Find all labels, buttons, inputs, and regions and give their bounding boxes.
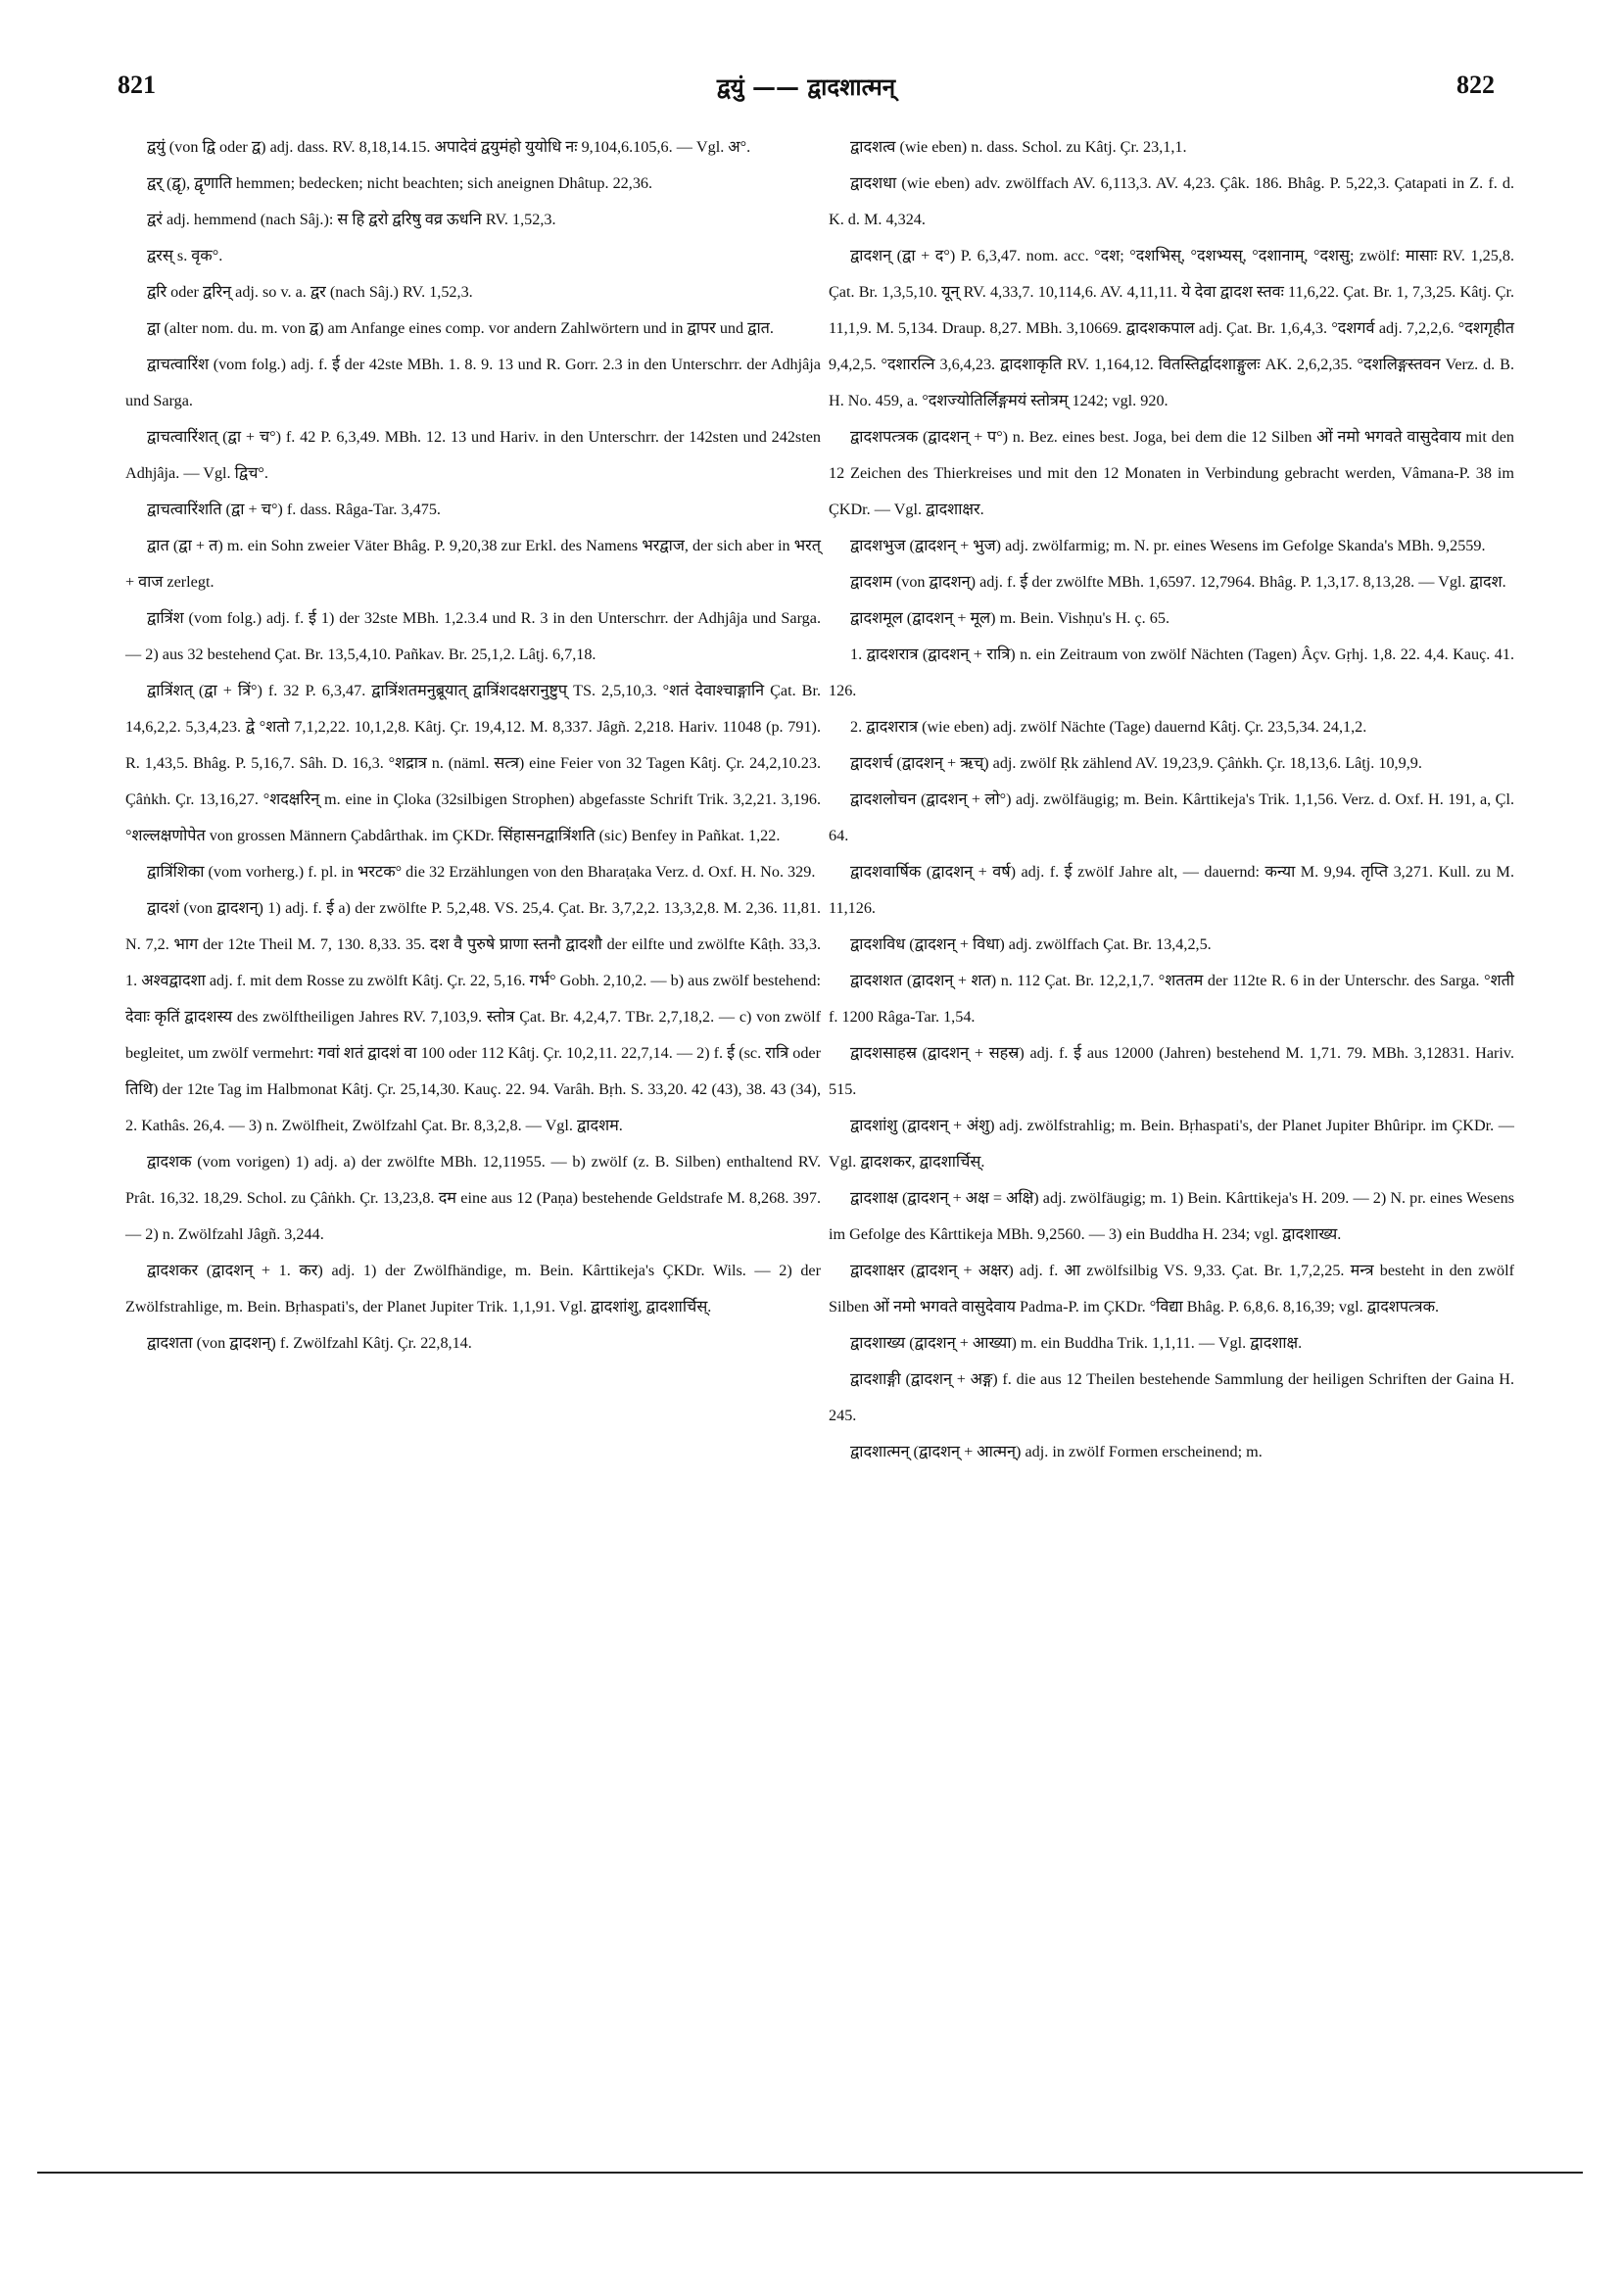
dictionary-entry: 2. द्वादशरात्र (wie eben) adj. zwölf Nächte (Tage) dauernd Kâtj. Çr. 23,5,34. 24,1,2. [850, 718, 1367, 736]
dictionary-entry: द्वादशर्च (द्वादशन् + ऋच्) adj. zwölf Ṛk zählend AV. 19,23,9. Çâṅkh. Çr. 18,13,6. Lâṭj. 10,9,9. [850, 754, 1422, 772]
dictionary-entry: द्वादशभुज (द्वादशन् + भुज) adj. zwölfarmig; m. N. pr. eines Wesens im Gefolge Skanda's MBh. 9,2559. [850, 537, 1486, 554]
dictionary-entry: द्वर् (द्वृ), द्वृणाति hemmen; bedecken; nicht beachten; sich aneignen Dhâtup. 22,36. [147, 174, 653, 192]
dictionary-entry: द्वादशमूल (द्वादशन् + मूल) m. Bein. Vishṇu's H. ç. 65. [850, 609, 1170, 627]
dictionary-entry: द्वात्रिंशिका (vom vorherg.) f. pl. in भरटक° die 32 Erzählungen von den Bharaṭaka Verz. d. Oxf. H. No. 329. [147, 863, 816, 881]
dictionary-entry: द्वाचत्वारिंश (vom folg.) adj. f. ई der 42ste MBh. 1. 8. 9. 13 und R. Gorr. 2.3 in den Unterschrr. der Adhjâja und Sarga. [125, 356, 821, 409]
dictionary-entry: द्वरि oder द्वरिन् adj. so v. a. द्वर (nach Sâj.) RV. 1,52,3. [147, 283, 473, 301]
dictionary-entry: द्वाचत्वारिंशति (द्वा + च°) f. dass. Râga-Tar. 3,475. [147, 501, 441, 518]
page-header [118, 71, 1495, 110]
dictionary-entry: द्वादशाक्ष (द्वादशन् + अक्ष = अक्षि) adj. zwölfäugig; m. 1) Bein. Kârttikeja's H. 209. — 2) N. pr. eines Wesens im Gefolge des Kârttikeja MBh. 9,2560. — 3) ein Buddha H. 234; vgl. द्वादशाख्य. [829, 1189, 1514, 1243]
dictionary-entry: द्वयुं (von द्वि oder द्व) adj. dass. RV. 8,18,14.15. अपादेवं द्वयुमंहो युयोधि नः 9,104,6.105,6. — Vgl. अ°. [147, 138, 751, 156]
page-number-right: 822 [1456, 71, 1495, 99]
running-title: द्वयुं —— द्वादशात्मन् [716, 72, 896, 101]
dictionary-entry: द्वरं adj. hemmend (nach Sâj.): स हि द्वरो द्वरिषु वव्र ऊधनि RV. 1,52,3. [147, 211, 556, 228]
dictionary-entry: द्वादशाख्य (द्वादशन् + आख्या) m. ein Buddha Trik. 1,1,11. — Vgl. द्वादशाक्ष. [850, 1334, 1303, 1352]
dictionary-entry: द्वादशता (von द्वादशन्) f. Zwölfzahl Kâtj. Çr. 22,8,14. [147, 1334, 472, 1352]
dictionary-entry: द्वादशवार्षिक (द्वादशन् + वर्ष) adj. f. ई zwölf Jahre alt, — dauernd: कन्या M. 9,94. तृप्ति 3,271. Kull. zu M. 11,126. [829, 863, 1514, 917]
dictionary-entry: द्वात (द्वा + त) m. ein Sohn zweier Väter Bhâg. P. 9,20,38 zur Erkl. des Namens भरद्वाज, der sich aber in भरत् + वाज zerlegt. [125, 537, 821, 591]
dictionary-entry: द्वादशाक्षर (द्वादशन् + अक्षर) adj. f. आ zwölfsilbig VS. 9,33. Çat. Br. 1,7,2,25. मन्त्र besteht in den zwölf Silben ओं नमो भगवते वासुदेवाय Padma-P. im ÇKDr. °विद्या Bhâg. P. 6,8,6. 8,16,39; vgl. द्वादशपत्त्रक. [829, 1262, 1514, 1315]
dictionary-entry: द्वादशं (von द्वादशन्) 1) adj. f. ई a) der zwölfte P. 5,2,48. VS. 25,4. Çat. Br. 3,7,2,2. 13,3,2,8. M. 2,36. 11,81. N. 7,2. भाग der 12te Theil M. 7, 130. 8,33. 35. दश वै पुरुषे प्राणा स्तनौ द्वादशौ der eilfte und zwölfte Kâṭh. 33,3. 1. अश्वद्वादशा adj. f. mit dem Rosse zu zwölft Kâtj. Çr. 22, 5,16. गर्भ° Gobh. 2,10,2. — b) aus zwölf bestehend: देवाः कृतिं द्वादशस्य des zwölftheiligen Jahres RV. 7,103,9. स्तोत्र Çat. Br. 4,2,4,7. TBr. 2,7,18,2. — c) von zwölf begleitet, um zwölf vermehrt: गवां शतं द्वादशं वा 100 oder 112 Kâtj. Çr. 10,2,11. 22,7,14. — 2) f. ई (sc. रात्रि oder तिथि) der 12te Tag im Halbmonat Kâtj. Çr. 25,14,30. Kauç. 22. 94. Varâh. Bṛh. S. 33,20. 42 (43), 38. 43 (34), 2. Kathâs. 26,4. — 3) n. Zwölfheit, Zwölfzahl Çat. Br. 8,3,2,8. — Vgl. द्वादशम. [125, 899, 821, 1134]
dictionary-entry: द्वादशलोचन (द्वादशन् + लो°) adj. zwölfäugig; m. Bein. Kârttikeja's Trik. 1,1,56. Verz. d. Oxf. H. 191, a, Çl. 64. [829, 790, 1514, 844]
dictionary-entry: द्वादशक (vom vorigen) 1) adj. a) der zwölfte MBh. 12,11955. — b) zwölf (z. B. Silben) enthaltend RV. Prât. 16,32. 18,29. Schol. zu Çâṅkh. Çr. 13,23,8. दम eine aus 12 (Paṇa) bestehende Geldstrafe M. 8,268. 397. — 2) n. Zwölfzahl Jâgñ. 3,244. [125, 1153, 821, 1243]
dictionary-entry: द्वादशविध (द्वादशन् + विधा) adj. zwölffach Çat. Br. 13,4,2,5. [850, 935, 1212, 953]
dictionary-entry: द्वाचत्वारिंशत् (द्वा + च°) f. 42 P. 6,3,49. MBh. 12. 13 und Hariv. in den Unterschrr. der 142sten und 242sten Adhjâja. — Vgl. द्विच°. [125, 428, 821, 482]
dictionary-entry: द्वा (alter nom. du. m. von द्व) am Anfange eines comp. vor andern Zahlwörtern und in द्वापर und द्वात. [147, 319, 774, 337]
dictionary-entry: द्वादशन् (द्वा + द°) P. 6,3,47. nom. acc. °दश; °दशभिस्, °दशभ्यस्, °दशानाम्, °दशसु; zwölf: मासाः RV. 1,25,8. Çat. Br. 1,3,5,10. यून् RV. 4,33,7. 10,114,6. AV. 4,11,11. ये देवा द्वादश स्तवः 11,6,22. Çat. Br. 1, 7,3,25. Kâtj. Çr. 11,1,9. M. 5,134. Draup. 8,27. MBh. 3,10669. द्वादशकपाल adj. Çat. Br. 1,6,4,3. °दशगर्व adj. 7,2,2,6. °दशगृहीत 9,4,2,5. °दशारत्नि 3,6,4,23. द्वादशाकृति RV. 1,164,12. वितस्तिर्द्वादशाङ्गुलः AK. 2,6,2,35. °दशलिङ्गस्तवन Verz. d. B. H. No. 459, a. °दशज्योतिर्लिङ्गमयं स्तोत्रम् 1242; vgl. 920. [829, 247, 1514, 409]
dictionary-entry: द्वात्रिंश (vom folg.) adj. f. ई 1) der 32ste MBh. 1,2.3.4 und R. 3 in den Unterschrr. der Adhjâja und Sarga. — 2) aus 32 bestehend Çat. Br. 13,5,4,10. Pañkav. Br. 25,1,2. Lâṭj. 6,7,18. [125, 609, 821, 663]
dictionary-entry: द्वादशात्मन् (द्वादशन् + आत्मन्) adj. in zwölf Formen erscheinend; m. [850, 1443, 1263, 1460]
dictionary-entry: द्वात्रिंशत् (द्वा + त्रिं°) f. 32 P. 6,3,47. द्वात्रिंशतमनुब्रूयात् द्वात्रिंशदक्षरानुष्टुप् TS. 2,5,10,3. °शतं देवाश्चाङ्गानि Çat. Br. 14,6,2,2. 5,3,4,23. द्वे °शतो 7,1,2,22. 10,1,2,8. Kâtj. Çr. 19,4,12. M. 8,337. Jâgñ. 2,218. Hariv. 11048 (p. 791). R. 1,43,5. Bhâg. P. 5,16,7. Sâh. D. 16,3. °शद्रात्र n. (näml. सत्त्र) eine Feier von 32 Tagen Kâtj. Çr. 24,2,10.23. Çâṅkh. Çr. 13,16,27. °शदक्षरिन् m. eine in Çloka (32silbigen Strophen) abgefasste Schrift Trik. 3,2,21. 3,196. °शल्लक्षणोपेत von grossen Männern Çabdârthak. im ÇKDr. सिंहासनद्वात्रिंशति (sic) Benfey in Pañkat. 1,22. [125, 682, 821, 844]
dictionary-entry: द्वादशांशु (द्वादशन् + अंशु) adj. zwölfstrahlig; m. Bein. Bṛhaspati's, der Planet Jupiter Bhûripr. im ÇKDr. — Vgl. द्वादशकर, द्वादशार्चिस्. [829, 1117, 1514, 1171]
dictionary-entry: द्वादशत्व (wie eben) n. dass. Schol. zu Kâtj. Çr. 23,1,1. [850, 138, 1187, 156]
dictionary-entry: द्वादशधा (wie eben) adv. zwölffach AV. 6,113,3. AV. 4,23. Çâk. 186. Bhâg. P. 5,22,3. Çatapati in Z. f. d. K. d. M. 4,324. [829, 174, 1514, 228]
dictionary-entry: द्वादशम (von द्वादशन्) adj. f. ई der zwölfte MBh. 1,6597. 12,7964. Bhâg. P. 1,3,17. 8,13,28. — Vgl. द्वादश. [850, 573, 1506, 591]
right-column [829, 129, 1514, 1470]
page-number-left: 821 [118, 71, 156, 99]
bottom-rule [37, 2172, 1583, 2174]
dictionary-entry: द्वादशाङ्गी (द्वादशन् + अङ्ग) f. die aus 12 Theilen bestehende Sammlung der heiligen Schriften der Gaina H. 245. [829, 1370, 1514, 1424]
dictionary-entry: द्वादशशत (द्वादशन् + शत) n. 112 Çat. Br. 12,2,1,7. °शततम der 112te R. 6 in der Unterschr. des Sarga. °शती f. 1200 Râga-Tar. 1,54. [829, 972, 1514, 1026]
dictionary-entry: द्वादशकर (द्वादशन् + 1. कर) adj. 1) der Zwölfhändige, m. Bein. Kârttikeja's ÇKDr. Wils. — 2) der Zwölfstrahlige, m. Bein. Bṛhaspati's, der Planet Jupiter Trik. 1,1,91. Vgl. द्वादशांशु, द्वादशार्चिस्. [125, 1262, 821, 1315]
dictionary-entry: 1. द्वादशरात्र (द्वादशन् + रात्रि) n. ein Zeitraum von zwölf Nächten (Tagen) Âçv. Gṛhj. 1,8. 22. 4,4. Kauç. 41. 126. [829, 646, 1514, 699]
dictionary-entry: द्वादशपत्त्रक (द्वादशन् + प°) n. Bez. eines best. Joga, bei dem die 12 Silben ओं नमो भगवते वासुदेवाय mit den 12 Zeichen des Thierkreises und mit den 12 Monaten in Verbindung gebracht werden, Vâmana-P. 38 im ÇKDr. — Vgl. द्वादशाक्षर. [829, 428, 1514, 518]
left-column [125, 129, 821, 1362]
dictionary-entry: द्वादशसाहस्र (द्वादशन् + सहस्र) adj. f. ई aus 12000 (Jahren) bestehend M. 1,71. 79. MBh. 3,12831. Hariv. 515. [829, 1044, 1514, 1098]
dictionary-entry: द्वरस् s. वृक°. [147, 247, 223, 264]
